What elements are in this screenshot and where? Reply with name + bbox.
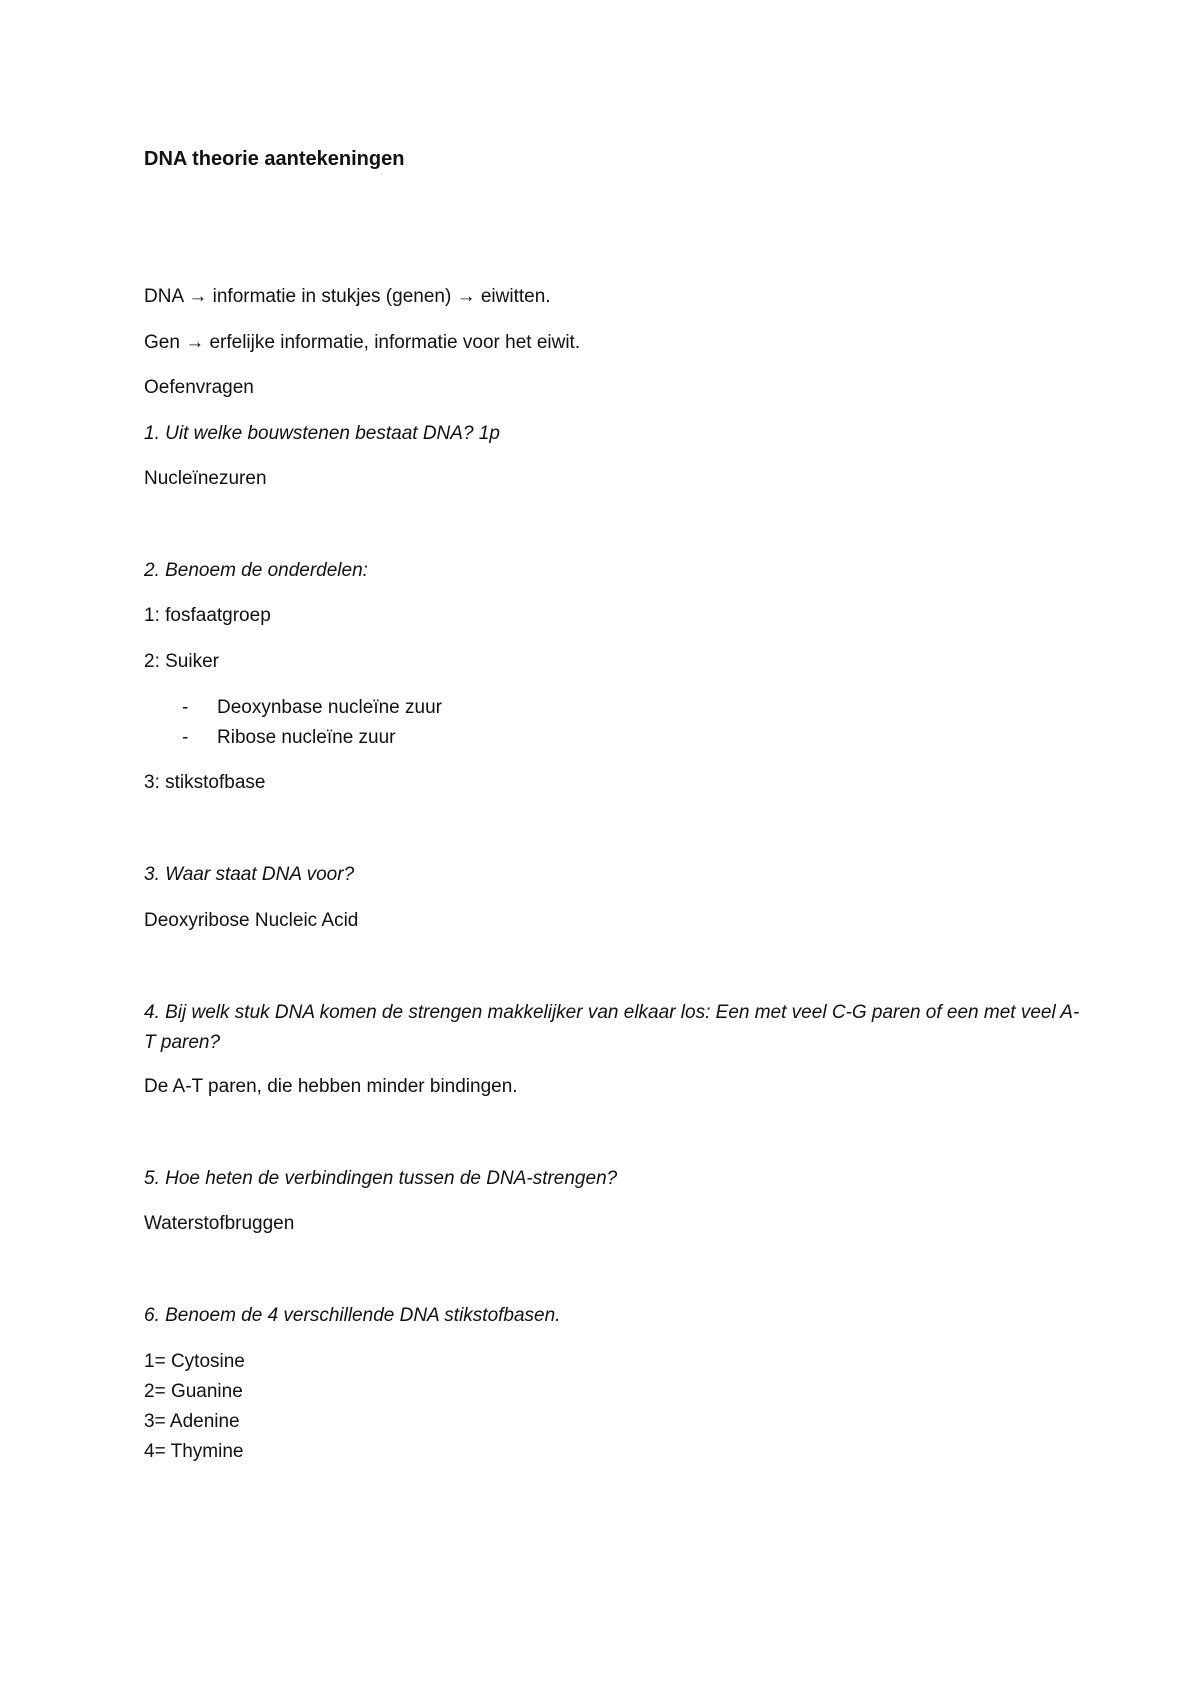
base-list-item: 1= Cytosine [144,1351,245,1372]
answer-2-part-1: 1: fosfaatgroep [144,605,271,626]
answer-3: Deoxyribose Nucleic Acid [144,910,359,931]
answer-1: Nucleïnezuren [144,468,267,489]
question-5: 5. Hoe heten de verbindingen tussen de DNA-strengen? [144,1168,618,1189]
section-heading: Oefenvragen [144,377,254,398]
list-item: Ribose nucleïne zuur [217,727,396,748]
intro-line-gen: Gen → erfelijke informatie, informatie voor het eiwit. [144,332,581,353]
answer-4: De A-T paren, die hebben minder bindingen. [144,1076,518,1097]
question-1: 1. Uit welke bouwstenen bestaat DNA? 1p [144,423,500,444]
document-title: DNA theorie aantekeningen [144,148,405,170]
base-list-item: 3= Adenine [144,1411,240,1432]
base-list-item: 4= Thymine [144,1441,244,1462]
list-item: Deoxynbase nucleïne zuur [217,697,442,718]
question-2: 2. Benoem de onderdelen: [144,560,368,581]
question-4: 4. Bij welk stuk DNA komen de strengen makkelijker van elkaar los: Een met veel C-G paren of een met veel A-T paren? [144,1002,1080,1053]
list-bullet: - [182,727,189,748]
question-3: 3. Waar staat DNA voor? [144,864,355,885]
question-6: 6. Benoem de 4 verschillende DNA stikstofbasen. [144,1305,561,1326]
answer-2-part-3: 3: stikstofbase [144,772,266,793]
answer-2-part-2: 2: Suiker [144,651,219,672]
list-bullet: - [182,697,189,718]
intro-line-dna: DNA → informatie in stukjes (genen) → eiwitten. [144,286,551,307]
answer-5: Waterstofbruggen [144,1213,295,1234]
base-list-item: 2= Guanine [144,1381,243,1402]
